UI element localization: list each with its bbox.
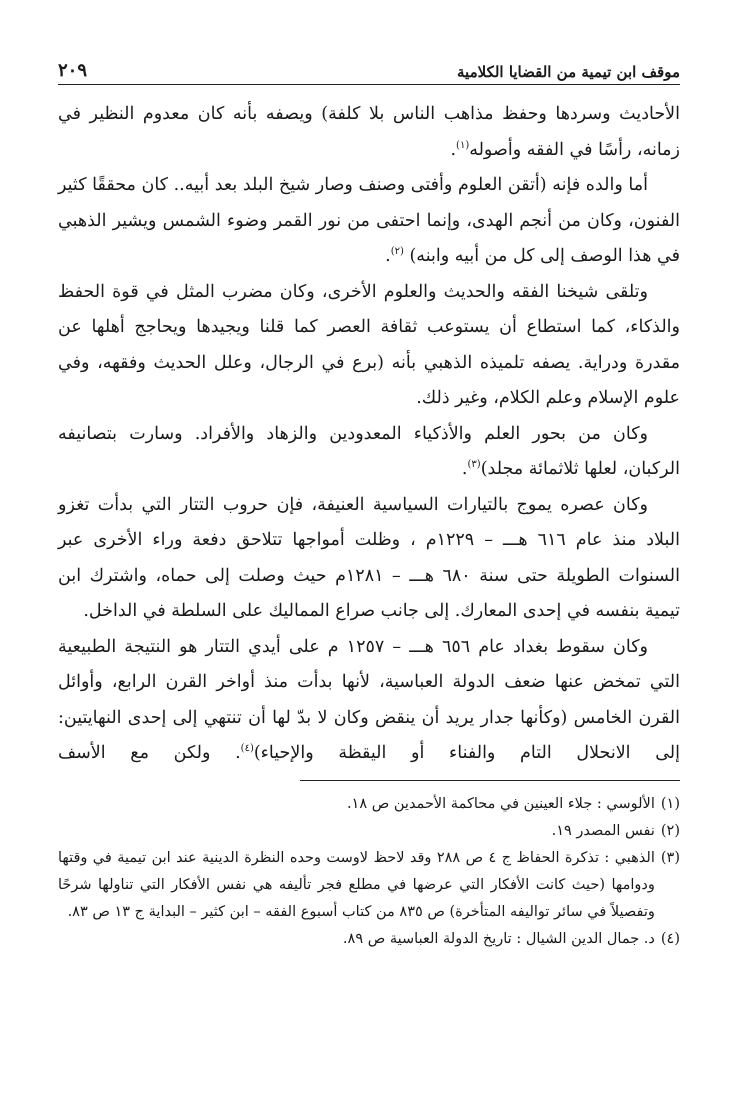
- footnote-text: نفس المصدر ١٩.: [551, 822, 655, 839]
- footnote-ref: (٤): [240, 743, 254, 755]
- footnote-number: (٣): [660, 849, 680, 866]
- page-number: ٢٠٩: [58, 60, 88, 81]
- paragraph: [58, 417, 680, 488]
- book-page: [58, 52, 680, 1082]
- footnote: [58, 791, 680, 818]
- paragraph-tail: .: [385, 246, 391, 266]
- paragraph-tail: . ولكن مع الأسف: [58, 743, 241, 763]
- footnote: [58, 845, 680, 926]
- paragraph-text: وكان سقوط بغداد عام ٦٥٦ هـــ – ١٢٥٧ م على أيدي التتار هو النتيجة الطبيعية التي تمخض عنها ضعف الدولة العباسية، لأنها بدأت منذ أواخر القرن الرابع، وأوائل القرن الخامس (وكأنها جدار يريد أن ينقض وكان لا بدّ لها أن تنتهي إلى إحدى النهايتين: إلى الانحلال التام والفناء أو اليقظة والإحياء): [58, 636, 680, 763]
- paragraph-tail: .: [461, 459, 468, 479]
- paragraph-text: وكان عصره يموج بالتيارات السياسية العنيفة، فإن حروب التتار التي بدأت تغزو البلاد منذ عام ٦١٦ هـــ – ١٢٢٩م ، وظلت أمواجها تتلاحق دفعة وراء الأخرى عبر السنوات الطويلة حتى سنة ٦٨٠ هـــ – ١٢٨١م حيث وصلت إلى حماه، واشترك ابن تيمية بنفسه في إحدى المعارك. إلى جانب صراع المماليك على السلطة في الداخل.: [58, 494, 680, 621]
- paragraph: [58, 168, 680, 275]
- paragraph-text: وكان من بحور العلم والأذكياء المعدودين والزهاد والأفراد. وسارت بتصانيفه الركبان، لعلها ثلاثمائة مجلد): [58, 423, 680, 479]
- footnote-divider: [300, 780, 680, 781]
- footnote-ref: (١): [456, 139, 470, 151]
- footnote-number: (١): [660, 795, 680, 812]
- footnote-text: د. جمال الدين الشيال : تاريخ الدولة العباسية ص ٨٩.: [342, 930, 655, 947]
- footnote-ref: (٢): [390, 246, 404, 258]
- footnote-text: الألوسي : جلاء العينين في محاكمة الأحمدين ص ١٨.: [346, 795, 655, 812]
- footnote-ref: (٣): [467, 459, 481, 471]
- footnotes: [58, 791, 680, 953]
- paragraph: [58, 630, 680, 772]
- footnote: [58, 926, 680, 953]
- footnote-text: الذهبي : تذكرة الحفاظ ج ٤ ص ٢٨٨ وقد لاحظ لاوست وحده النظرة الدينية عند ابن تيمية في وقتها ودوامها (حيث كانت الأفكار التي عرضها في مطلع فجر تأليفه هي نفس الأفكار التي تناولها شرحًا وتفصيلاً في سائر تواليفه المتأخرة) ص ٨٣٥ من كتاب أسبوع الفقه – ابن كثير – البداية ج ١٣ ص ٨٣.: [58, 849, 655, 920]
- running-title: موقف ابن تيمية من القضايا الكلامية: [457, 63, 680, 81]
- paragraph-text: الأحاديث وسردها وحفظ مذاهب الناس بلا كلفة) ويصفه بأنه كان معدوم النظير في زمانه، رأسًا في الفقه وأصوله: [58, 104, 680, 160]
- paragraph: [58, 488, 680, 630]
- footnote: [58, 818, 680, 845]
- paragraph: [58, 97, 680, 168]
- page-header: [58, 52, 680, 85]
- body-text: [58, 97, 680, 772]
- paragraph-text: وتلقى شيخنا الفقه والحديث والعلوم الأخرى، وكان مضرب المثل في قوة الحفظ والذكاء، كما استطاع أن يستوعب ثقافة العصر كما قلنا ويجيدها ويحاجج أهلها عن مقدرة ودراية. يصفه تلميذه الذهبي بأنه (برع في الرجال، وعلل الحديث وفقهه، وفي علوم الإسلام وعلم الكلام، وغير ذلك.: [58, 281, 680, 408]
- paragraph-text: أما والده فإنه (أتقن العلوم وأفتى وصنف وصار شيخ البلد بعد أبيه.. كان محققًا كثير الفنون، وكان من أنجم الهدى، وإنما احتفى من نور القمر وضوء الشمس ويشير الذهبي في هذا الوصف إلى كل من أبيه وابنه): [58, 175, 680, 266]
- paragraph: [58, 275, 680, 417]
- paragraph-tail: .: [450, 139, 457, 160]
- footnote-number: (٤): [660, 930, 680, 947]
- footnote-number: (٢): [660, 822, 680, 839]
